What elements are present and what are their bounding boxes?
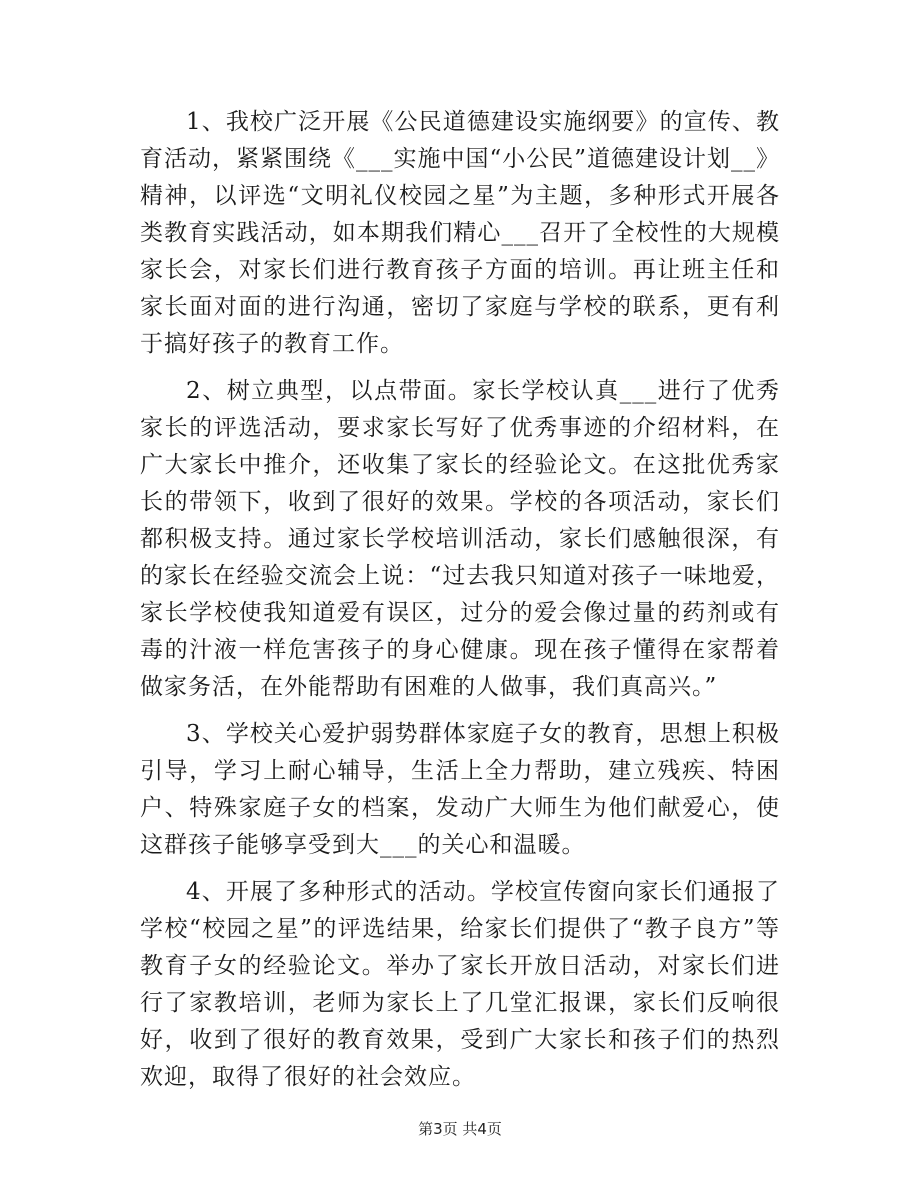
paragraph-4: 4、开展了多种形式的活动。学校宣传窗向家长们通报了学校“校园之星”的评选结果，给家长们提供了“教子良方”等教育子女的经验论文。举办了家长开放日活动，对家长们进行了家教培训，老师为家长上了几堂汇报课，家长们反响很好，收到了很好的教育效果，受到广大家长和孩子们的热烈欢迎，取得了很好的社会效应。 — [140, 879, 780, 1090]
document-body — [140, 104, 780, 1106]
paragraph-3: 3、学校关心爱护弱势群体家庭子女的教育，思想上积极引导，学习上耐心辅导，生活上全力帮助，建立残疾、特困户、特殊家庭子女的档案，发动广大师生为他们献爱心，使这群孩子能够享受到大___的关心和温暖。 — [140, 721, 780, 858]
paragraph-1: 1、我校广泛开展《公民道德建设实施纲要》的宣传、教育活动，紧紧围绕《___实施中国“小公民”道德建设计划__》精神，以评选“文明礼仪校园之星”为主题，多种形式开展各类教育实践活动，如本期我们精心___召开了全校性的大规模家长会，对家长们进行教育孩子方面的培训。再让班主任和家长面对面的进行沟通，密切了家庭与学校的联系，更有利于搞好孩子的教育工作。 — [140, 109, 781, 357]
page-number: 第3页 共4页 — [418, 1120, 502, 1138]
paragraph-2: 2、树立典型，以点带面。家长学校认真___进行了优秀家长的评选活动，要求家长写好了优秀事迹的介绍材料，在广大家长中推介，还收集了家长的经验论文。在这批优秀家长的带领下，收到了很好的效果。学校的各项活动，家长们都积极支持。通过家长学校培训活动，家长们感触很深，有的家长在经验交流会上说：“过去我只知道对孩子一味地爱，家长学校使我知道爱有误区，过分的爱会像过量的药剂或有毒的汁液一样危害孩子的身心健康。现在孩子懂得在家帮着做家务活，在外能帮助有困难的人做事，我们真高兴。” — [140, 378, 780, 700]
